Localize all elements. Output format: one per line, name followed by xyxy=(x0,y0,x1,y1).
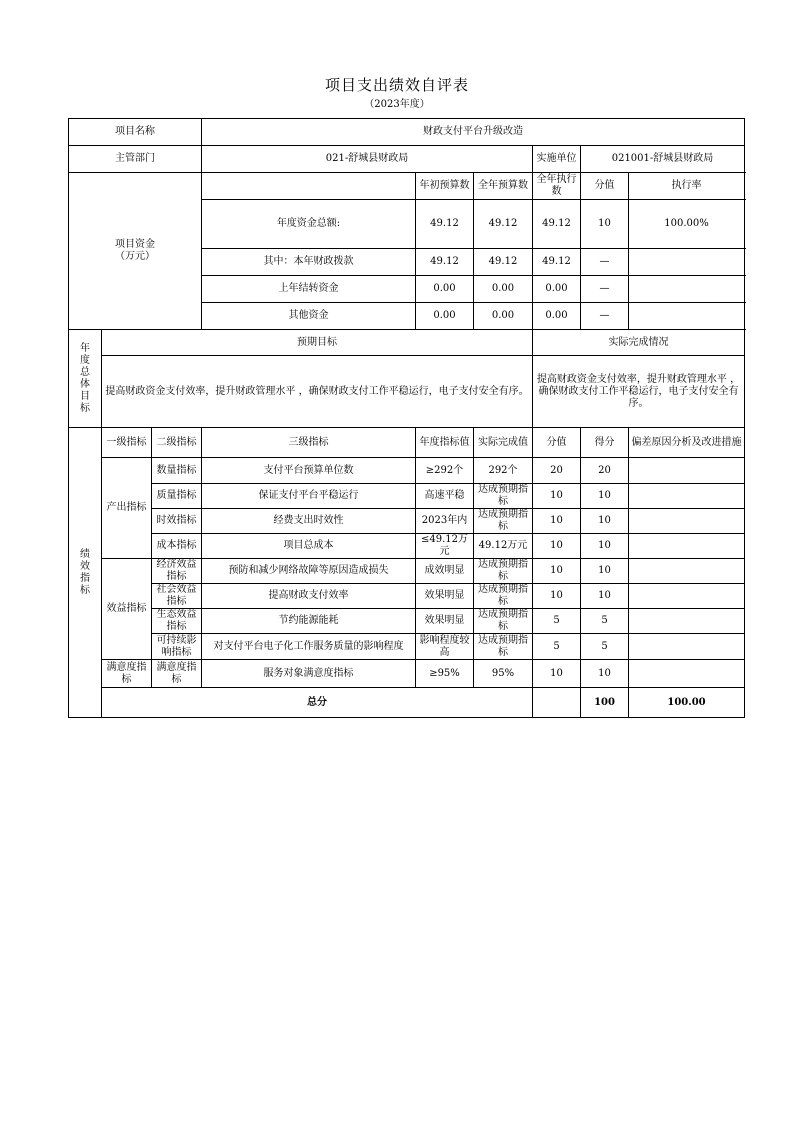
fund-rate xyxy=(629,249,745,276)
score-value: 10 xyxy=(533,484,581,509)
indicator-row xyxy=(69,484,745,509)
indicator-row xyxy=(69,609,745,634)
fund-exec: 49.12 xyxy=(533,200,581,249)
score-value: 10 xyxy=(533,509,581,534)
fund-init: 0.00 xyxy=(416,303,474,330)
level2: 经济效益指标 xyxy=(152,559,202,584)
expected-goal-label: 预期目标 xyxy=(102,330,533,356)
level3: 服务对象满意度指标 xyxy=(202,660,416,688)
total-row xyxy=(69,688,745,718)
target-value: 成效明显 xyxy=(416,559,474,584)
project-name-label: 项目名称 xyxy=(69,119,202,146)
level2: 社会效益指标 xyxy=(152,584,202,609)
fund-exec: 49.12 xyxy=(533,249,581,276)
fund-init: 49.12 xyxy=(416,200,474,249)
level3: 节约能源能耗 xyxy=(202,609,416,634)
level3: 预防和减少网络故障等原因造成损失 xyxy=(202,559,416,584)
header-value: 分值 xyxy=(533,428,581,458)
level1-benefit: 效益指标 xyxy=(102,559,152,660)
level3: 经费支出时效性 xyxy=(202,509,416,534)
score-value: 10 xyxy=(533,559,581,584)
goals-header-row xyxy=(69,330,745,356)
target-value: ≥292个 xyxy=(416,458,474,484)
total-value: 100 xyxy=(581,688,629,718)
target-value: 效果明显 xyxy=(416,609,474,634)
score: 10 xyxy=(581,584,629,609)
fund-annual: 49.12 xyxy=(474,200,533,249)
actual-value: 49.12万元 xyxy=(474,534,533,559)
deviation xyxy=(629,458,745,484)
fund-rate xyxy=(629,303,745,330)
actual-completion-text: 提高财政资金支付效率，提升财政管理水平 ，确保财政支付工作平稳运行，电子支付安全有序。 xyxy=(533,356,745,428)
actual-value: 达成预期指标 xyxy=(474,559,533,584)
score-value: 10 xyxy=(533,584,581,609)
fund-annual: 49.12 xyxy=(474,249,533,276)
level1-output: 产出指标 xyxy=(102,458,152,559)
fund-rate: 100.00% xyxy=(629,200,745,249)
level3: 支付平台预算单位数 xyxy=(202,458,416,484)
score-value: 20 xyxy=(533,458,581,484)
score: 10 xyxy=(581,484,629,509)
level2: 生态效益指标 xyxy=(152,609,202,634)
report-year: （2023年度） xyxy=(364,99,430,110)
score-value: 5 xyxy=(533,609,581,634)
fund-annual: 0.00 xyxy=(474,276,533,303)
score: 20 xyxy=(581,458,629,484)
funds-header-value: 分值 xyxy=(581,173,629,200)
indicator-row xyxy=(69,584,745,609)
level2: 数量指标 xyxy=(152,458,202,484)
fund-annual: 0.00 xyxy=(474,303,533,330)
fund-label: 上年结转资金 xyxy=(202,276,416,303)
header-score: 得分 xyxy=(581,428,629,458)
actual-value: 达成预期指标 xyxy=(474,509,533,534)
score-value: 10 xyxy=(533,534,581,559)
funds-header-rate: 执行率 xyxy=(629,173,745,200)
header-target: 年度指标值 xyxy=(416,428,474,458)
fund-label: 年度资金总额: xyxy=(202,200,416,249)
deviation xyxy=(629,484,745,509)
header-actual: 实际完成值 xyxy=(474,428,533,458)
fund-exec: 0.00 xyxy=(533,303,581,330)
department-value: 021-舒城县财政局 xyxy=(202,146,533,173)
header-deviation: 偏差原因分析及改进措施 xyxy=(629,428,745,458)
level2: 满意度指标 xyxy=(152,660,202,688)
expected-goal-text: 提高财政资金支付效率，提升财政管理水平 ，确保财政支付工作平稳运行，电子支付安全有序。 xyxy=(102,356,533,428)
total-label: 总分 xyxy=(102,688,533,718)
fund-score-value: 10 xyxy=(581,200,629,249)
target-value: 影响程度较高 xyxy=(416,634,474,660)
actual-value: 达成预期指标 xyxy=(474,609,533,634)
implementing-unit-value: 021001-舒城县财政局 xyxy=(581,146,745,173)
level1-satisfaction: 满意度指标 xyxy=(102,660,152,688)
total-blank xyxy=(533,688,581,718)
actual-value: 292个 xyxy=(474,458,533,484)
indicator-row xyxy=(69,660,745,688)
score: 5 xyxy=(581,609,629,634)
indicators-header-row xyxy=(69,428,745,458)
funds-header-init: 年初预算数 xyxy=(416,173,474,200)
funds-header-exec: 全年执行数 xyxy=(533,173,581,200)
actual-value: 达成预期指标 xyxy=(474,584,533,609)
header-level1: 一级指标 xyxy=(102,428,152,458)
department-label: 主管部门 xyxy=(69,146,202,173)
total-score: 100.00 xyxy=(629,688,745,718)
indicator-row xyxy=(69,534,745,559)
level2: 成本指标 xyxy=(152,534,202,559)
fund-exec: 0.00 xyxy=(533,276,581,303)
score: 5 xyxy=(581,634,629,660)
level2: 质量指标 xyxy=(152,484,202,509)
fund-score-value: — xyxy=(581,249,629,276)
funds-header-annual: 全年预算数 xyxy=(474,173,533,200)
goals-content-row xyxy=(69,356,745,428)
score: 10 xyxy=(581,660,629,688)
level3: 对支付平台电子化工作服务质量的影响程度 xyxy=(202,634,416,660)
deviation xyxy=(629,559,745,584)
implementing-unit-label: 实施单位 xyxy=(533,146,581,173)
score: 10 xyxy=(581,509,629,534)
deviation xyxy=(629,534,745,559)
score-value: 5 xyxy=(533,634,581,660)
indicator-row xyxy=(69,458,745,484)
department-row xyxy=(69,146,745,173)
score: 10 xyxy=(581,559,629,584)
funds-header-row xyxy=(69,173,745,200)
deviation xyxy=(629,634,745,660)
project-name-value: 财政支付平台升级改造 xyxy=(202,119,745,146)
target-value: 高速平稳 xyxy=(416,484,474,509)
fund-label: 其中：本年财政拨款 xyxy=(202,249,416,276)
actual-value: 95% xyxy=(474,660,533,688)
level3: 项目总成本 xyxy=(202,534,416,559)
indicator-row xyxy=(69,509,745,534)
project-name-row xyxy=(69,119,745,146)
target-value: 效果明显 xyxy=(416,584,474,609)
fund-rate xyxy=(629,276,745,303)
fund-score-value: — xyxy=(581,276,629,303)
header-level2: 二级指标 xyxy=(152,428,202,458)
header-level3: 三级指标 xyxy=(202,428,416,458)
level3: 提高财政支付效率 xyxy=(202,584,416,609)
fund-init: 49.12 xyxy=(416,249,474,276)
deviation xyxy=(629,584,745,609)
level3: 保证支付平台平稳运行 xyxy=(202,484,416,509)
funds-label: 项目资金 （万元） xyxy=(69,173,202,330)
fund-label: 其他资金 xyxy=(202,303,416,330)
level2: 可持续影响指标 xyxy=(152,634,202,660)
indicator-row xyxy=(69,634,745,660)
deviation xyxy=(629,660,745,688)
self-evaluation-table xyxy=(68,118,745,718)
score: 10 xyxy=(581,534,629,559)
indicator-row xyxy=(69,559,745,584)
actual-value: 达成预期指标 xyxy=(474,484,533,509)
target-value: 2023年内 xyxy=(416,509,474,534)
level2: 时效指标 xyxy=(152,509,202,534)
fund-score-value: — xyxy=(581,303,629,330)
deviation xyxy=(629,609,745,634)
actual-completion-label: 实际完成情况 xyxy=(533,330,745,356)
indicators-label: 绩 效 指 标 xyxy=(69,428,102,718)
deviation xyxy=(629,509,745,534)
target-value: ≤49.12万元 xyxy=(416,534,474,559)
actual-value: 达成预期指标 xyxy=(474,634,533,660)
score-value: 10 xyxy=(533,660,581,688)
target-value: ≥95% xyxy=(416,660,474,688)
funds-header-blank xyxy=(202,173,416,200)
page-title: 项目支出绩效自评表 xyxy=(324,76,469,94)
fund-init: 0.00 xyxy=(416,276,474,303)
goals-label: 年 度 总 体 目 标 xyxy=(69,330,102,428)
